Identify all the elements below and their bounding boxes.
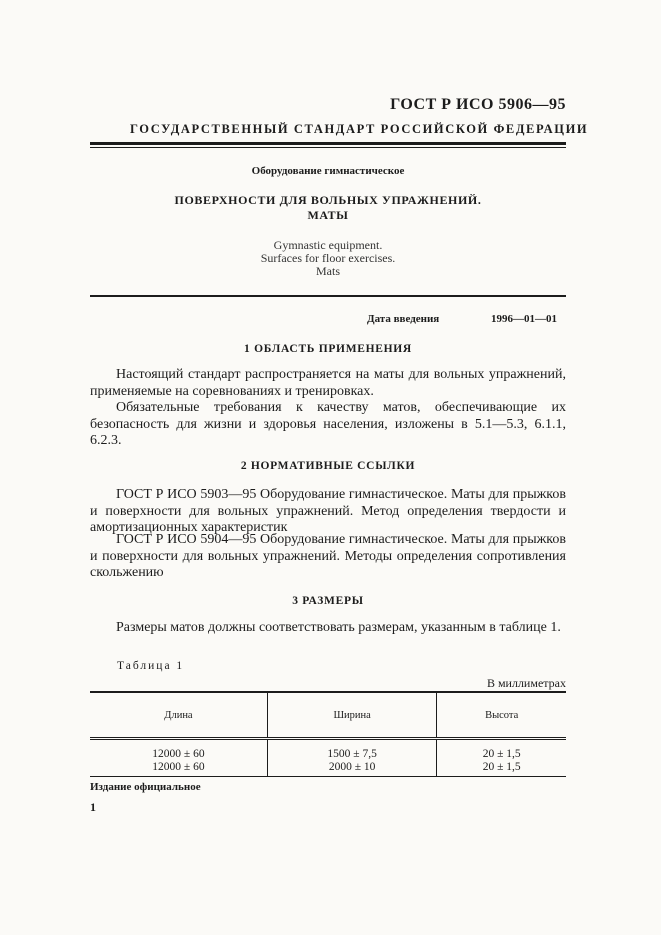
column-header-length: Длина xyxy=(90,692,267,739)
official-edition-note: Издание официальное xyxy=(90,781,201,793)
effective-date-label: Дата введения xyxy=(367,313,440,325)
header-rule-thick xyxy=(90,142,566,145)
header-rule-thin xyxy=(90,147,566,148)
table-row xyxy=(90,739,566,762)
document-title xyxy=(90,193,566,223)
column-header-height: Высота xyxy=(437,692,566,739)
section-heading-scope: 1 ОБЛАСТЬ ПРИМЕНЕНИЯ xyxy=(244,343,412,355)
table-caption: Таблица 1 xyxy=(117,660,185,672)
paragraph-reference-2: ГОСТ Р ИСО 5904—95 Оборудование гимнастическое. Маты для прыжков и поверхности для вольных упражнений. Методы определения сопротивления скольжению xyxy=(90,532,566,580)
english-title-line2: Surfaces for floor exercises. xyxy=(260,251,396,265)
equipment-category: Оборудование гимнастическое xyxy=(251,165,405,177)
document-title-line2: МАТЫ xyxy=(307,208,349,222)
table-cell-height: 20 ± 1,5 xyxy=(437,761,566,777)
table-cell-length: 12000 ± 60 xyxy=(90,761,267,777)
paragraph-scope-2: Обязательные требования к качеству матов, обеспечивающие их безопасность для жизни и здоровья населения, изложены в 5.1—5.3, 6.1.1, 6.2.3. xyxy=(90,400,566,448)
english-title-line3: Mats xyxy=(316,264,340,278)
dimensions-table xyxy=(90,691,566,777)
table-header-row xyxy=(90,692,566,739)
paragraph-scope-1: Настоящий стандарт распространяется на маты для вольных упражнений, применяемые на соревнованиях и тренировках. xyxy=(90,367,566,399)
effective-date-value: 1996—01—01 xyxy=(491,313,557,325)
document-title-line1: ПОВЕРХНОСТИ ДЛЯ ВОЛЬНЫХ УПРАЖНЕНИЙ. xyxy=(174,193,482,207)
paragraph-dimensions: Размеры матов должны соответствовать размерам, указанным в таблице 1. xyxy=(116,620,561,635)
table-cell-length: 12000 ± 60 xyxy=(152,748,205,760)
table-cell-width: 1500 ± 7,5 xyxy=(267,739,436,762)
section-heading-dimensions: 3 РАЗМЕРЫ xyxy=(292,595,364,607)
gost-code: ГОСТ Р ИСО 5906—95 xyxy=(390,96,566,113)
table-cell-width: 2000 ± 10 xyxy=(267,761,436,777)
column-header-width: Ширина xyxy=(267,692,436,739)
paragraph-reference-1: ГОСТ Р ИСО 5903—95 Оборудование гимнастическое. Маты для прыжков и поверхности для вольных упражнений. Метод определения твердости и амортизационных характеристик xyxy=(90,487,566,535)
section-heading-references: 2 НОРМАТИВНЫЕ ССЫЛКИ xyxy=(240,460,416,472)
english-title xyxy=(90,239,566,278)
english-title-line1: Gymnastic equipment. xyxy=(273,238,383,252)
title-rule xyxy=(90,295,566,297)
table-row xyxy=(90,761,566,777)
government-standard-title: ГОСУДАРСТВЕННЫЙ СТАНДАРТ РОССИЙСКОЙ ФЕДЕРАЦИИ xyxy=(130,122,589,136)
table-unit: В миллиметрах xyxy=(486,676,566,690)
table-cell-height: 20 ± 1,5 xyxy=(437,739,566,762)
page-number: 1 xyxy=(90,800,96,814)
